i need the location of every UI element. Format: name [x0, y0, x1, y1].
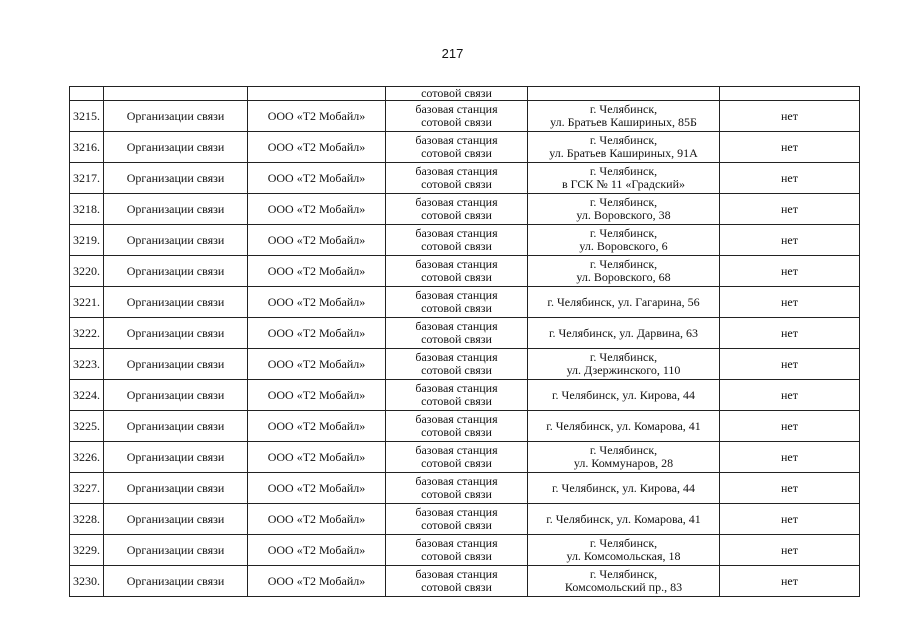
cell-object-type — [386, 411, 528, 442]
cell-organization: ООО «Т2 Мобайл» — [248, 318, 386, 349]
cell-number: 3220. — [70, 256, 104, 287]
address-line: г. Челябинск, — [589, 133, 658, 147]
address-line: ул. Дзержинского, 110 — [566, 363, 681, 377]
address-line: г. Челябинск, ул. Кирова, 44 — [551, 387, 696, 402]
object-type-line: сотовой связи — [421, 363, 492, 377]
cell-address — [528, 163, 720, 194]
page-number: 217 — [441, 46, 464, 61]
cell-address — [528, 535, 720, 566]
cell-category: Организации связи — [104, 535, 248, 566]
cell-object-type — [386, 442, 528, 473]
cell-address — [528, 349, 720, 380]
cell-address — [528, 256, 720, 287]
cell-status: нет — [720, 473, 860, 504]
cell-organization — [248, 87, 386, 101]
address-line: г. Челябинск, ул. Комарова, 41 — [546, 418, 701, 433]
address-line: г. Челябинск, ул. Гагарина, 56 — [547, 294, 700, 309]
table-row — [70, 442, 860, 473]
object-type-line: сотовой связи — [421, 239, 492, 253]
address-line: г. Челябинск, — [589, 164, 658, 178]
cell-category: Организации связи — [104, 442, 248, 473]
cell-object-type — [386, 101, 528, 132]
object-type-line: сотовой связи — [421, 487, 492, 501]
address-line: г. Челябинск, — [589, 567, 658, 581]
cell-number: 3228. — [70, 504, 104, 535]
address-line: ул. Братьев Кашириных, 85Б — [550, 115, 697, 129]
cell-category: Организации связи — [104, 566, 248, 597]
cell-object-type — [386, 473, 528, 504]
table-row — [70, 380, 860, 411]
cell-object-type — [386, 194, 528, 225]
cell-category: Организации связи — [104, 349, 248, 380]
cell-object-type — [386, 256, 528, 287]
cell-object-type — [386, 504, 528, 535]
table-row — [70, 194, 860, 225]
table-row — [70, 256, 860, 287]
cell-address — [528, 194, 720, 225]
cell-category: Организации связи — [104, 318, 248, 349]
address-line: г. Челябинск, — [589, 536, 658, 550]
cell-number: 3219. — [70, 225, 104, 256]
object-type-line: базовая станция — [415, 474, 498, 488]
cell-category: Организации связи — [104, 256, 248, 287]
object-type-line: базовая станция — [415, 288, 498, 302]
address-line: в ГСК № 11 «Градский» — [561, 177, 686, 191]
cell-address — [528, 287, 720, 318]
table-row — [70, 287, 860, 318]
address-line: г. Челябинск, — [589, 195, 658, 209]
cell-address — [528, 225, 720, 256]
table-row — [70, 535, 860, 566]
address-line: г. Челябинск, — [589, 226, 658, 240]
cell-number: 3225. — [70, 411, 104, 442]
address-line: г. Челябинск, — [589, 350, 658, 364]
object-type-line: базовая станция — [415, 536, 498, 550]
cell-object-type — [386, 349, 528, 380]
cell-category: Организации связи — [104, 225, 248, 256]
cell-number: 3221. — [70, 287, 104, 318]
table-row — [70, 504, 860, 535]
address-line: г. Челябинск, — [589, 102, 658, 116]
object-type-line: сотовой связи — [421, 394, 492, 408]
cell-number: 3227. — [70, 473, 104, 504]
cell-number: 3215. — [70, 101, 104, 132]
cell-organization: ООО «Т2 Мобайл» — [248, 287, 386, 318]
table-row — [70, 163, 860, 194]
address-line: г. Челябинск, — [589, 443, 658, 457]
table-row — [70, 225, 860, 256]
cell-address — [528, 442, 720, 473]
address-line: ул. Братьев Кашириных, 91А — [549, 146, 698, 160]
object-type-line: сотовой связи — [421, 146, 492, 160]
cell-status: нет — [720, 225, 860, 256]
cell-object-type — [386, 535, 528, 566]
object-type-line: сотовой связи — [421, 549, 492, 563]
cell-status: нет — [720, 256, 860, 287]
table-row — [70, 566, 860, 597]
object-type-line: сотовой связи — [421, 115, 492, 129]
object-type-line: сотовой связи — [421, 580, 492, 594]
cell-number: 3217. — [70, 163, 104, 194]
cell-organization: ООО «Т2 Мобайл» — [248, 442, 386, 473]
cell-organization: ООО «Т2 Мобайл» — [248, 225, 386, 256]
cell-category: Организации связи — [104, 504, 248, 535]
cell-status: нет — [720, 504, 860, 535]
cell-object-type — [386, 163, 528, 194]
object-type-line: сотовой связи — [421, 301, 492, 315]
address-line: ул. Коммунаров, 28 — [573, 456, 674, 470]
cell-address — [528, 87, 720, 101]
table-row — [70, 473, 860, 504]
object-type-line: базовая станция — [415, 226, 498, 240]
object-type-line: сотовой связи — [421, 456, 492, 470]
cell-object-type — [386, 132, 528, 163]
table-row — [70, 411, 860, 442]
cell-address — [528, 566, 720, 597]
object-type-line: сотовой связи — [421, 425, 492, 439]
cell-category: Организации связи — [104, 163, 248, 194]
cell-object-type — [386, 225, 528, 256]
cell-status: нет — [720, 411, 860, 442]
cell-category: Организации связи — [104, 132, 248, 163]
object-type-line: сотовой связи — [421, 208, 492, 222]
cell-organization: ООО «Т2 Мобайл» — [248, 132, 386, 163]
cell-number: 3224. — [70, 380, 104, 411]
cell-address — [528, 132, 720, 163]
object-type-line: базовая станция — [415, 133, 498, 147]
cell-status: нет — [720, 287, 860, 318]
address-line: ул. Воровского, 38 — [576, 208, 671, 222]
address-line: г. Челябинск, ул. Комарова, 41 — [546, 511, 701, 526]
cell-address — [528, 101, 720, 132]
object-type-line: базовая станция — [415, 257, 498, 271]
cell-category: Организации связи — [104, 380, 248, 411]
cell-organization: ООО «Т2 Мобайл» — [248, 473, 386, 504]
cell-organization: ООО «Т2 Мобайл» — [248, 349, 386, 380]
cell-address — [528, 411, 720, 442]
continuation-row — [70, 87, 860, 101]
address-line: ул. Комсомольская, 18 — [566, 549, 681, 563]
table-row — [70, 101, 860, 132]
cell-number: 3229. — [70, 535, 104, 566]
cell-number: 3226. — [70, 442, 104, 473]
cell-object-type — [386, 566, 528, 597]
registry-table-body — [70, 87, 860, 597]
address-line: г. Челябинск, ул. Кирова, 44 — [551, 480, 696, 495]
object-type-line: сотовой связи — [421, 332, 492, 346]
cell-organization: ООО «Т2 Мобайл» — [248, 535, 386, 566]
cell-category: Организации связи — [104, 194, 248, 225]
table-row — [70, 132, 860, 163]
table-row — [70, 318, 860, 349]
cell-status: нет — [720, 349, 860, 380]
cell-category — [104, 87, 248, 101]
address-line: г. Челябинск, ул. Дарвина, 63 — [548, 325, 699, 340]
cell-status: нет — [720, 132, 860, 163]
table-row — [70, 349, 860, 380]
address-line: ул. Воровского, 6 — [579, 239, 668, 253]
address-line: ул. Воровского, 68 — [576, 270, 671, 284]
cell-status — [720, 87, 860, 101]
cell-number — [70, 87, 104, 101]
object-type-line: базовая станция — [415, 319, 498, 333]
cell-status: нет — [720, 318, 860, 349]
cell-status: нет — [720, 380, 860, 411]
cell-organization: ООО «Т2 Мобайл» — [248, 504, 386, 535]
cell-status: нет — [720, 442, 860, 473]
cell-address — [528, 473, 720, 504]
object-type-line: базовая станция — [415, 195, 498, 209]
object-type-line: базовая станция — [415, 505, 498, 519]
registry-table — [69, 86, 860, 597]
object-type-line: базовая станция — [415, 443, 498, 457]
address-line: Комсомольский пр., 83 — [564, 580, 683, 594]
cell-number: 3216. — [70, 132, 104, 163]
address-line: г. Челябинск, — [589, 257, 658, 271]
cell-status: нет — [720, 535, 860, 566]
cell-number: 3222. — [70, 318, 104, 349]
cell-object-type — [386, 287, 528, 318]
cell-number: 3223. — [70, 349, 104, 380]
cell-organization: ООО «Т2 Мобайл» — [248, 380, 386, 411]
cell-object-type: сотовой связи — [386, 87, 528, 101]
cell-category: Организации связи — [104, 287, 248, 318]
cell-organization: ООО «Т2 Мобайл» — [248, 163, 386, 194]
cell-number: 3230. — [70, 566, 104, 597]
cell-address — [528, 380, 720, 411]
object-type-line: базовая станция — [415, 102, 498, 116]
object-type-line: базовая станция — [415, 412, 498, 426]
object-type-line: базовая станция — [415, 567, 498, 581]
object-type-line: сотовой связи — [421, 270, 492, 284]
object-type-line: базовая станция — [415, 350, 498, 364]
cell-address — [528, 504, 720, 535]
cell-address — [528, 318, 720, 349]
cell-organization: ООО «Т2 Мобайл» — [248, 411, 386, 442]
cell-status: нет — [720, 194, 860, 225]
cell-category: Организации связи — [104, 473, 248, 504]
cell-status: нет — [720, 163, 860, 194]
cell-organization: ООО «Т2 Мобайл» — [248, 101, 386, 132]
cell-status: нет — [720, 566, 860, 597]
cell-number: 3218. — [70, 194, 104, 225]
cell-organization: ООО «Т2 Мобайл» — [248, 566, 386, 597]
object-type-line: сотовой связи — [421, 518, 492, 532]
cell-organization: ООО «Т2 Мобайл» — [248, 256, 386, 287]
object-type-line: базовая станция — [415, 164, 498, 178]
cell-object-type — [386, 380, 528, 411]
cell-organization: ООО «Т2 Мобайл» — [248, 194, 386, 225]
cell-category: Организации связи — [104, 101, 248, 132]
cell-status: нет — [720, 101, 860, 132]
object-type-line: сотовой связи — [421, 177, 492, 191]
cell-object-type — [386, 318, 528, 349]
cell-category: Организации связи — [104, 411, 248, 442]
object-type-line: базовая станция — [415, 381, 498, 395]
